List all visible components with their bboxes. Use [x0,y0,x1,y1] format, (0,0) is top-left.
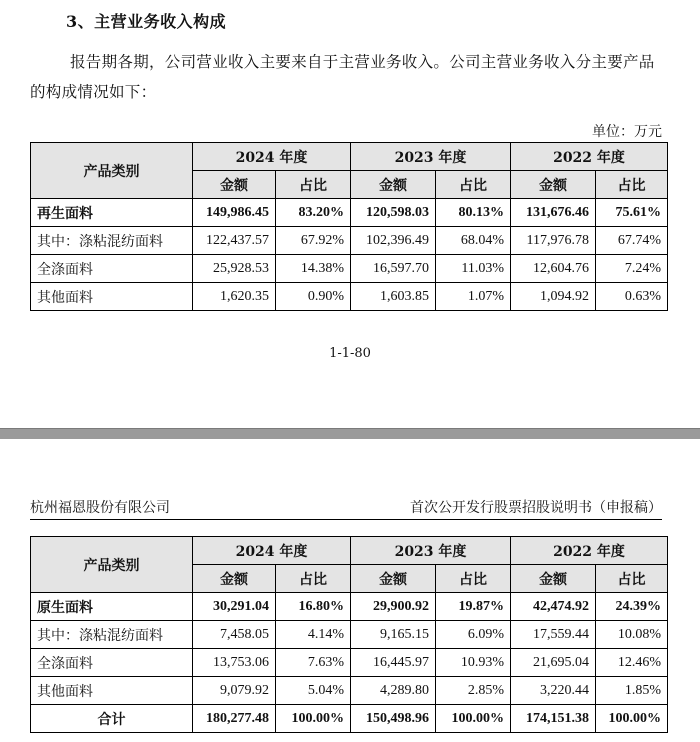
company-name-header: 杭州福恩股份有限公司 [30,500,170,516]
amount-cell: 150,498.96 [351,705,436,733]
amount-cell: 7,458.05 [193,621,276,649]
table-row [31,705,668,733]
amount-header: 金额 [351,171,436,199]
share-header: 占比 [596,171,668,199]
share-cell: 7.24% [596,255,668,283]
year-header-2024: 2024 年度 [193,143,351,171]
year-header-2022: 2022 年度 [511,537,668,565]
share-header: 占比 [436,565,511,593]
amount-cell: 21,695.04 [511,649,596,677]
section-heading: 3、主营业务收入构成 [66,12,227,31]
table-row [31,593,668,621]
table-body [31,593,668,733]
table-row [31,199,668,227]
share-cell: 10.93% [436,649,511,677]
row-category: 再生面料 [31,199,193,227]
share-cell: 0.90% [276,283,351,311]
amount-cell: 131,676.46 [511,199,596,227]
amount-cell: 29,900.92 [351,593,436,621]
amount-cell: 102,396.49 [351,227,436,255]
table-body [31,199,668,311]
amount-cell: 42,474.92 [511,593,596,621]
unit-label: 单位：万元 [592,124,662,140]
page-number: 1-1-80 [329,346,371,361]
share-cell: 100.00% [596,705,668,733]
row-category: 其中：涤粘混纺面料 [31,227,193,255]
share-cell: 24.39% [596,593,668,621]
category-header: 产品类别 [31,143,193,199]
share-cell: 80.13% [436,199,511,227]
share-cell: 5.04% [276,677,351,705]
share-cell: 1.07% [436,283,511,311]
document-title-header: 首次公开发行股票招股说明书（申报稿） [410,500,662,516]
amount-header: 金额 [511,171,596,199]
amount-header: 金额 [511,565,596,593]
row-category: 原生面料 [31,593,193,621]
share-cell: 19.87% [436,593,511,621]
share-header: 占比 [276,565,351,593]
amount-cell: 25,928.53 [193,255,276,283]
amount-cell: 117,976.78 [511,227,596,255]
share-cell: 16.80% [276,593,351,621]
table-row [31,649,668,677]
amount-cell: 122,437.57 [193,227,276,255]
table-row [31,255,668,283]
share-cell: 67.92% [276,227,351,255]
share-cell: 7.63% [276,649,351,677]
amount-cell: 30,291.04 [193,593,276,621]
share-header: 占比 [596,565,668,593]
share-cell: 4.14% [276,621,351,649]
amount-header: 金额 [193,171,276,199]
revenue-table-recycled [30,142,668,311]
share-cell: 1.85% [596,677,668,705]
document-page-2 [0,439,700,742]
row-category: 全涤面料 [31,649,193,677]
share-cell: 6.09% [436,621,511,649]
table-row [31,677,668,705]
share-cell: 2.85% [436,677,511,705]
row-category: 其中：涤粘混纺面料 [31,621,193,649]
share-cell: 12.46% [596,649,668,677]
amount-cell: 1,620.35 [193,283,276,311]
share-cell: 67.74% [596,227,668,255]
table-row [31,227,668,255]
amount-cell: 4,289.80 [351,677,436,705]
amount-cell: 12,604.76 [511,255,596,283]
amount-cell: 16,597.70 [351,255,436,283]
revenue-table-virgin [30,536,668,733]
amount-cell: 149,986.45 [193,199,276,227]
share-cell: 75.61% [596,199,668,227]
share-cell: 68.04% [436,227,511,255]
category-header: 产品类别 [31,537,193,593]
row-category: 合计 [31,705,193,733]
amount-cell: 1,094.92 [511,283,596,311]
amount-cell: 16,445.97 [351,649,436,677]
year-header-2022: 2022 年度 [511,143,668,171]
amount-header: 金额 [193,565,276,593]
amount-cell: 174,151.38 [511,705,596,733]
year-header-2024: 2024 年度 [193,537,351,565]
share-cell: 11.03% [436,255,511,283]
amount-cell: 1,603.85 [351,283,436,311]
share-cell: 0.63% [596,283,668,311]
intro-paragraph: 报告期各期，公司营业收入主要来自于主营业务收入。公司主营业务收入分主要产品的构成情况如下： [30,53,655,101]
share-cell: 100.00% [436,705,511,733]
header-divider [30,519,662,520]
share-cell: 100.00% [276,705,351,733]
row-category: 其他面料 [31,283,193,311]
amount-cell: 17,559.44 [511,621,596,649]
share-cell: 83.20% [276,199,351,227]
amount-cell: 9,079.92 [193,677,276,705]
amount-cell: 9,165.15 [351,621,436,649]
row-category: 其他面料 [31,677,193,705]
amount-cell: 13,753.06 [193,649,276,677]
year-header-2023: 2023 年度 [351,143,511,171]
table-row [31,283,668,311]
amount-cell: 120,598.03 [351,199,436,227]
amount-cell: 3,220.44 [511,677,596,705]
share-header: 占比 [436,171,511,199]
share-cell: 10.08% [596,621,668,649]
table-row [31,621,668,649]
share-cell: 14.38% [276,255,351,283]
share-header: 占比 [276,171,351,199]
amount-header: 金额 [351,565,436,593]
year-header-2023: 2023 年度 [351,537,511,565]
amount-cell: 180,277.48 [193,705,276,733]
row-category: 全涤面料 [31,255,193,283]
